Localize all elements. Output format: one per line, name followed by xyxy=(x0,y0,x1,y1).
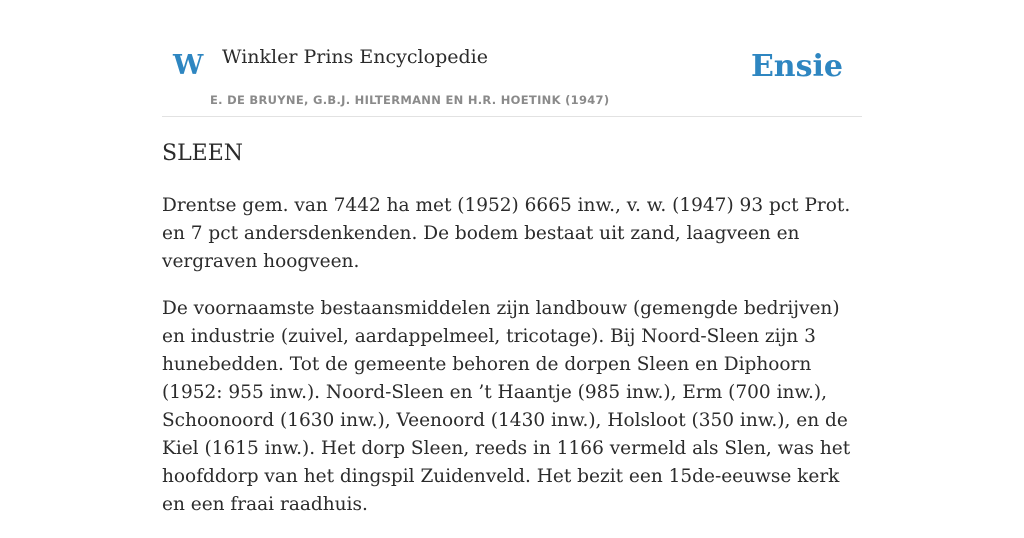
encyclopedia-logo[interactable]: W xyxy=(173,50,204,81)
ensie-brand-logo[interactable]: Ensie xyxy=(750,49,843,84)
encyclopedia-header xyxy=(162,0,862,117)
encyclopedia-authors: E. DE BRUYNE, G.B.J. HILTERMANN EN H.R. HOETINK (1947) xyxy=(210,93,610,107)
page xyxy=(162,0,862,515)
entry-body xyxy=(162,192,862,538)
entry-paragraph: Drentse gem. van 7442 ha met (1952) 6665 inw., v. w. (1947) 93 pct Prot. en 7 pct andersdenkenden. De bodem bestaat uit zand, laagveen en vergraven hoogveen. xyxy=(162,195,851,272)
entry-paragraph: De voornaamste bestaansmiddelen zijn landbouw (gemengde bedrijven) en industrie (zuivel, aardappelmeel, tricotage). Bij Noord-Sleen zijn 3 hunebedden. Tot de gemeente behoren de dorpen Sleen en Diphoorn (1952: 955 inw.). Noord-Sleen en ’t Haantje (985 inw.), Erm (700 inw.), Schoonoord (1630 inw.), Veenoord (1430 inw.), Holsloot (350 inw.), en de Kiel (1615 inw.). Het dorp Sleen, reeds in 1166 vermeld als Slen, was het hoofddorp van het dingspil Zuidenveld. Het bezit een 15de-eeuwse kerk en een fraai raadhuis. xyxy=(162,298,851,515)
entry-title: SLEEN xyxy=(162,141,244,166)
encyclopedia-title[interactable]: Winkler Prins Encyclopedie xyxy=(222,46,488,68)
